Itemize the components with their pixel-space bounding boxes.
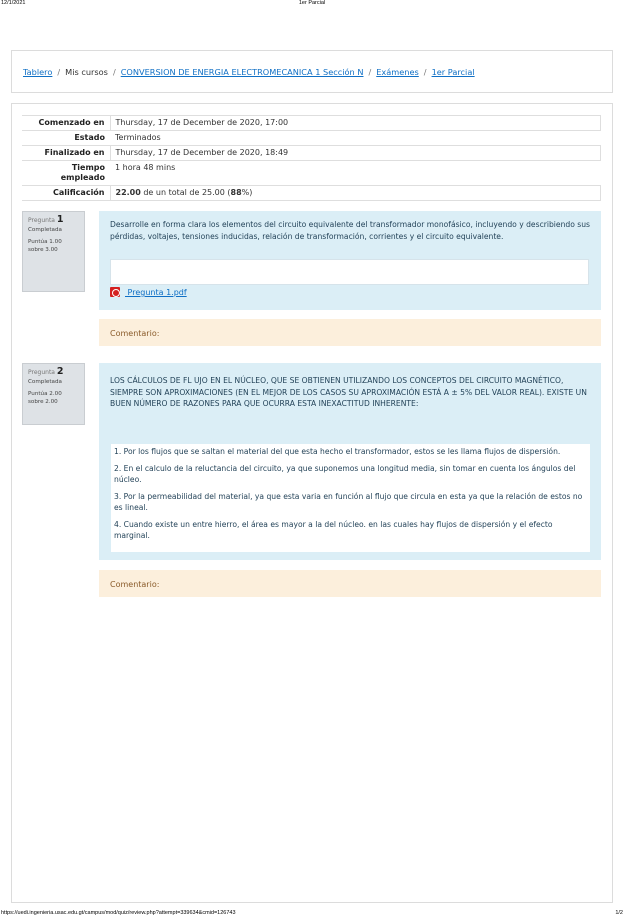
question-2-state: Completada (28, 378, 62, 385)
started-value: Thursday, 17 de December de 2020, 17:00 (110, 116, 601, 131)
time-value: 1 hora 48 mins (115, 163, 176, 172)
summary-row-started (22, 116, 601, 131)
question-2-comment-label: Comentario: (110, 580, 160, 589)
question-2-comment (99, 570, 601, 597)
question-1-num: 1 (56, 214, 64, 225)
question-1-number (28, 216, 79, 225)
breadcrumb-item-quiz[interactable]: 1er Parcial (431, 67, 475, 77)
pdf-icon (110, 287, 120, 297)
question-2-number (28, 368, 79, 377)
print-title: 1er Parcial (298, 0, 326, 6)
breadcrumb-item-examenes[interactable]: Exámenes (376, 67, 419, 77)
time-label-line-2: empleado (60, 173, 105, 182)
breadcrumb-separator: / (423, 67, 427, 77)
question-1-marks (28, 239, 79, 254)
breadcrumb-card (11, 50, 613, 93)
question-1-comment-label: Comentario: (110, 329, 160, 338)
breadcrumb-item-tablero[interactable]: Tablero (23, 67, 53, 77)
question-2-text: LOS CÁLCULOS DE FL UJO EN EL NÚCLEO, QUE SE OBTIENEN UTILIZANDO LOS CONCEPTOS DEL CIRCUITO MAGNÉTICO, SIEMPRE SON APROXIMACIONES (EN EL MEJOR DE LOS CASOS SU APROXIMACIÓN ESTÁ A ± 5% DEL VALOR REAL). EXISTE UN BUEN NÚMERO DE RAZONES PARA QUE OCURRA ESTA INEXACTITUD INHERENTE: (110, 376, 587, 408)
question-1-attachment[interactable] (110, 287, 187, 297)
question-1-marks-1: Puntúa 1.00 (28, 239, 62, 245)
answer-item: 4. Cuando existe un entre hierro, el área es mayor a la del núcleo. en las cuales hay flujos de dispersión y el efecto marginal. (114, 519, 553, 540)
breadcrumb-separator: / (57, 67, 61, 77)
started-label: Comenzado en (22, 116, 110, 131)
finished-value: Thursday, 17 de December de 2020, 18:49 (110, 146, 601, 161)
question-2-marks-2: sobre 2.00 (28, 398, 58, 405)
question-2-answer (111, 444, 590, 552)
grade-percent-suffix: %) (241, 188, 253, 197)
answer-item: 1. Por los flujos que se saltan el material del que esta hecho el transformador, estos se les llama flujos de dispersión. (114, 447, 561, 456)
time-label (22, 161, 110, 186)
breadcrumb-separator: / (112, 67, 116, 77)
question-2-label: Pregunta (28, 369, 57, 376)
summary-row-time (22, 161, 601, 186)
summary-row-finished (22, 146, 601, 161)
breadcrumb-item-mis-cursos: Mis cursos (65, 67, 108, 77)
time-label-line-1: Tiempo (71, 163, 105, 172)
summary-row-state (22, 131, 601, 146)
grade-percent: 88 (230, 188, 242, 197)
answer-item: 2. En el calculo de la reluctancia del circuito, ya que suponemos una longitud media, sin tomar en cuenta los ángulos del núcleo. (114, 463, 576, 484)
question-2-info (22, 363, 85, 425)
print-header (0, 0, 624, 8)
print-page-number: 1/2 (615, 910, 623, 916)
grade-total: de un total de 25.00 ( (140, 188, 231, 197)
question-1-comment (99, 319, 601, 346)
finished-label: Finalizado en (22, 146, 110, 161)
breadcrumb (23, 67, 475, 77)
question-2-num: 2 (56, 366, 64, 377)
question-2-marks-1: Puntúa 2.00 (28, 391, 62, 397)
state-value: Terminados (115, 133, 161, 142)
print-url: https://uedi.ingenieria.usac.edu.gt/campus/mod/quiz/review.php?attempt=339634&cmid=126743 (1, 910, 236, 916)
breadcrumb-separator: / (368, 67, 372, 77)
attempt-summary-table (22, 115, 601, 201)
grade-score: 22.00 (115, 188, 141, 197)
question-1-state: Completada (28, 226, 62, 233)
print-date: 12/1/2021 (1, 0, 26, 6)
question-1-marks-2: sobre 3.00 (28, 246, 58, 253)
question-2-marks (28, 391, 79, 406)
summary-row-grade (22, 186, 601, 201)
question-1-formulation (99, 211, 601, 310)
question-1-text: Desarrolle en forma clara los elementos del circuito equivalente del transformador monofásico, incluyendo y describiendo sus pérdidas, voltajes, tensiones inducidas, relación de transformación, corrientes y el circuito equivalente. (110, 220, 590, 241)
question-1-answer-box (110, 259, 589, 285)
print-footer (0, 910, 624, 918)
grade-label: Calificación (22, 186, 110, 201)
breadcrumb-item-course[interactable]: CONVERSION DE ENERGIA ELECTROMECANICA 1 Sección N (120, 67, 364, 77)
question-1-info (22, 211, 85, 292)
question-1-attachment-link[interactable]: Pregunta 1.pdf (125, 288, 187, 297)
grade-value (110, 186, 601, 201)
state-label: Estado (74, 133, 105, 142)
question-1-label: Pregunta (28, 217, 57, 224)
answer-item: 3. Por la permeabilidad del material, ya que esta varia en función al flujo que circula en esta ya que la relación de estos no es lineal. (114, 491, 583, 512)
